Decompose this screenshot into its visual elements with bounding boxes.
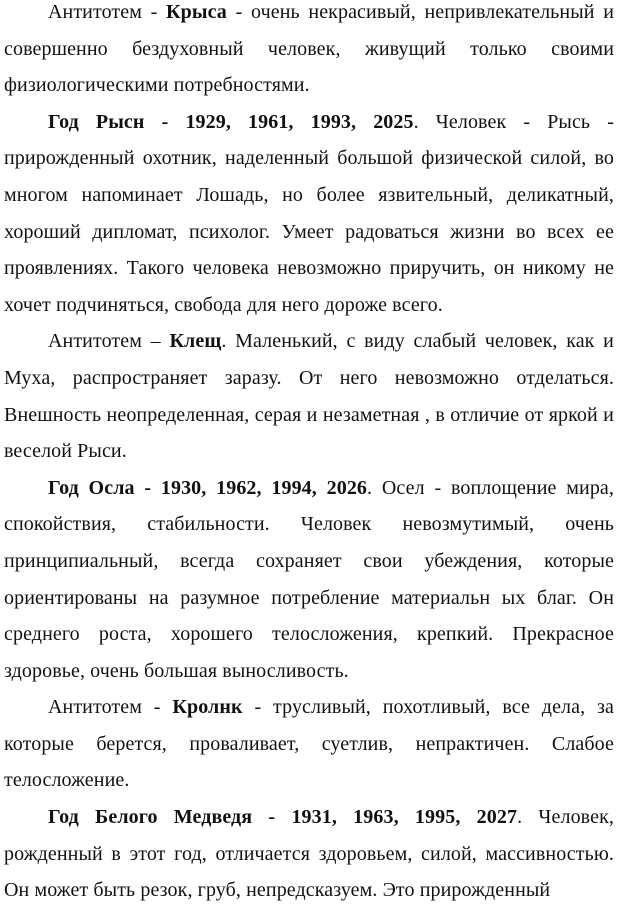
paragraph-text: . Маленький, с виду слабый человек, как и Муха, распространяет заразу. От него невозможно отделаться. Внешность неопределенная, серая и незаметная , в отличие от яркой и веселой Рыси. — [4, 330, 614, 463]
year-heading: Год Белого Медведя - 1931, 1963, 1995, 2027 — [48, 806, 518, 829]
paragraph-rabbit-antitotem — [4, 689, 614, 799]
paragraph-tick-antitotem — [4, 323, 614, 469]
year-heading: Год Рысн - 1929, 1961, 1993, 2025 — [48, 110, 414, 133]
antitotem-name: Кролнк — [172, 696, 243, 719]
paragraph-rat-antitotem — [4, 0, 614, 104]
paragraph-text: . Человек, рожденный в этот год, отличается здоровьем, силой, массивностью. Он может быть резок, груб, непредсказуем. Это прирожденный — [4, 806, 614, 902]
antitotem-name: Клещ — [169, 330, 222, 353]
paragraph-text: Антитотем – — [48, 330, 170, 353]
paragraph-year-of-lynx — [4, 104, 614, 324]
paragraph-year-of-white-bear — [4, 799, 614, 909]
paragraph-year-of-donkey — [4, 470, 614, 690]
paragraph-text: . Осел - воплощение мира, спокойствия, стабильности. Человек невозмутимый, очень принципиальный, всегда сохраняет свои убеждения, которые ориентированы на разумное потребление материальн ых благ. Он среднего роста, хорошего телосложения, крепкий. Прекрасное здоровье, очень большая выносливость. — [4, 476, 615, 682]
document-body — [4, 0, 614, 909]
year-heading: Год Осла - 1930, 1962, 1994, 2026 — [48, 476, 368, 499]
paragraph-text: - очень некрасивый, непривлекательный и совершенно бездуховный человек, живущий только своими физиологическими потребностями. — [4, 1, 614, 97]
paragraph-text: . Человек - Рысь - прирожденный охотник, наделенный большой физической силой, во многом напоминает Лошадь, но более язвительный, деликатный, хороший дипломат, психолог. Умеет радоваться жизни во всех ее проявлениях. Такого человека невозможно приручить, он никому не хочет подчиняться, свобода для него дороже всего. — [4, 110, 614, 316]
paragraph-text: - трусливый, похотливый, все дела, за которые берется, проваливает, суетлив, непрактичен. Слабое телосложение. — [4, 696, 614, 792]
antitotem-name: Крыса — [166, 1, 227, 23]
paragraph-text: Антитотем - — [48, 696, 173, 719]
paragraph-text: Антитотем - — [48, 1, 167, 23]
